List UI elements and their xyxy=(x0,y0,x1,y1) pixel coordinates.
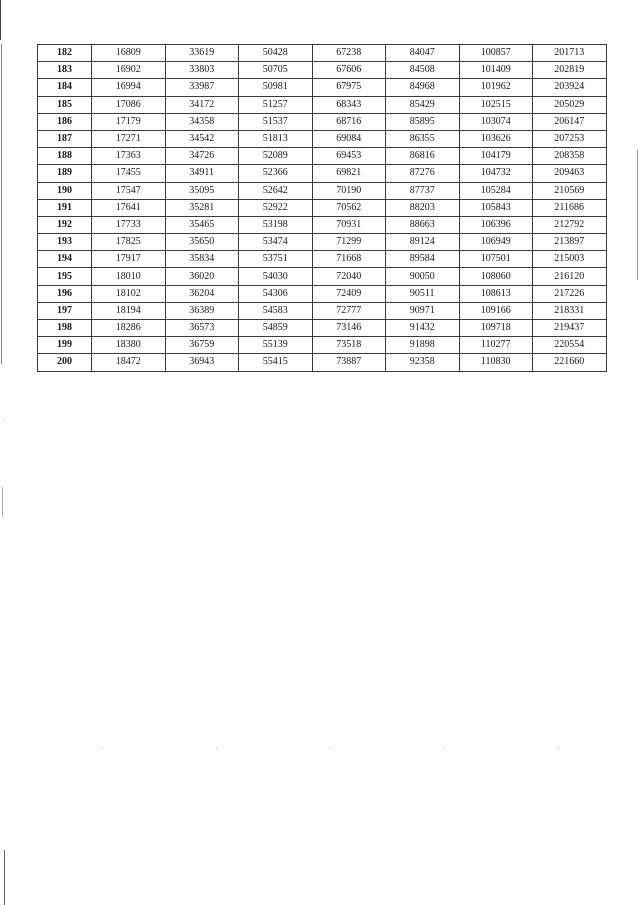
value-cell: 84508 xyxy=(386,62,460,79)
row-number-cell: 200 xyxy=(38,354,92,371)
value-cell: 18010 xyxy=(92,268,166,285)
value-cell: 107501 xyxy=(459,251,533,268)
value-cell: 84047 xyxy=(386,45,460,62)
value-cell: 67606 xyxy=(312,62,386,79)
scan-edge-mark-left-upper xyxy=(1,44,2,364)
value-cell: 209463 xyxy=(533,165,607,182)
value-cell: 106396 xyxy=(459,216,533,233)
value-cell: 90971 xyxy=(386,302,460,319)
value-cell: 50428 xyxy=(239,45,313,62)
row-number-cell: 198 xyxy=(38,320,92,337)
value-cell: 71668 xyxy=(312,251,386,268)
value-cell: 208358 xyxy=(533,148,607,165)
row-number-cell: 195 xyxy=(38,268,92,285)
scan-edge-mark-left-bottom xyxy=(4,850,5,905)
row-number-cell: 191 xyxy=(38,199,92,216)
value-cell: 104179 xyxy=(459,148,533,165)
value-cell: 35281 xyxy=(165,199,239,216)
value-cell: 52642 xyxy=(239,182,313,199)
value-cell: 18194 xyxy=(92,302,166,319)
value-cell: 90511 xyxy=(386,285,460,302)
value-cell: 91898 xyxy=(386,337,460,354)
value-cell: 87276 xyxy=(386,165,460,182)
value-cell: 33987 xyxy=(165,79,239,96)
value-cell: 110277 xyxy=(459,337,533,354)
row-number-cell: 187 xyxy=(38,130,92,147)
value-cell: 216120 xyxy=(533,268,607,285)
row-number-cell: 186 xyxy=(38,113,92,130)
row-number-cell: 182 xyxy=(38,45,92,62)
row-number-cell: 196 xyxy=(38,285,92,302)
value-cell: 211686 xyxy=(533,199,607,216)
value-cell: 73887 xyxy=(312,354,386,371)
value-cell: 34911 xyxy=(165,165,239,182)
value-cell: 18380 xyxy=(92,337,166,354)
value-cell: 36943 xyxy=(165,354,239,371)
value-cell: 109718 xyxy=(459,320,533,337)
table-row xyxy=(38,251,607,268)
value-cell: 17825 xyxy=(92,234,166,251)
value-cell: 17641 xyxy=(92,199,166,216)
value-cell: 16809 xyxy=(92,45,166,62)
value-cell: 72777 xyxy=(312,302,386,319)
value-cell: 17547 xyxy=(92,182,166,199)
value-cell: 219437 xyxy=(533,320,607,337)
table-row xyxy=(38,130,607,147)
value-cell: 53198 xyxy=(239,216,313,233)
value-cell: 17271 xyxy=(92,130,166,147)
value-cell: 217226 xyxy=(533,285,607,302)
value-cell: 69821 xyxy=(312,165,386,182)
value-cell: 36389 xyxy=(165,302,239,319)
value-cell: 106949 xyxy=(459,234,533,251)
value-cell: 36759 xyxy=(165,337,239,354)
value-cell: 213897 xyxy=(533,234,607,251)
value-cell: 51537 xyxy=(239,113,313,130)
row-number-cell: 184 xyxy=(38,79,92,96)
value-cell: 67238 xyxy=(312,45,386,62)
scan-speck xyxy=(101,748,102,749)
table-row xyxy=(38,354,607,371)
value-cell: 215003 xyxy=(533,251,607,268)
value-cell: 55139 xyxy=(239,337,313,354)
value-cell: 85429 xyxy=(386,96,460,113)
value-cell: 34542 xyxy=(165,130,239,147)
row-number-cell: 185 xyxy=(38,96,92,113)
row-number-cell: 193 xyxy=(38,234,92,251)
row-number-cell: 199 xyxy=(38,337,92,354)
value-cell: 201713 xyxy=(533,45,607,62)
value-cell: 35834 xyxy=(165,251,239,268)
value-cell: 17086 xyxy=(92,96,166,113)
value-cell: 92358 xyxy=(386,354,460,371)
value-cell: 69453 xyxy=(312,148,386,165)
value-cell: 35650 xyxy=(165,234,239,251)
value-cell: 70190 xyxy=(312,182,386,199)
scan-speck xyxy=(444,748,445,749)
table-row xyxy=(38,182,607,199)
scan-edge-mark-top-left xyxy=(0,0,1,40)
value-cell: 34358 xyxy=(165,113,239,130)
row-number-cell: 194 xyxy=(38,251,92,268)
value-cell: 17733 xyxy=(92,216,166,233)
value-cell: 18472 xyxy=(92,354,166,371)
value-cell: 220554 xyxy=(533,337,607,354)
value-cell: 86816 xyxy=(386,148,460,165)
value-cell: 34726 xyxy=(165,148,239,165)
value-cell: 52366 xyxy=(239,165,313,182)
value-cell: 206147 xyxy=(533,113,607,130)
value-cell: 91432 xyxy=(386,320,460,337)
scan-speck xyxy=(558,748,559,749)
table-row xyxy=(38,165,607,182)
value-cell: 53474 xyxy=(239,234,313,251)
row-number-cell: 190 xyxy=(38,182,92,199)
row-number-cell: 197 xyxy=(38,302,92,319)
value-cell: 50705 xyxy=(239,62,313,79)
value-cell: 87737 xyxy=(386,182,460,199)
table-row xyxy=(38,79,607,96)
value-cell: 17455 xyxy=(92,165,166,182)
value-cell: 17179 xyxy=(92,113,166,130)
value-cell: 108613 xyxy=(459,285,533,302)
value-cell: 104732 xyxy=(459,165,533,182)
value-cell: 54583 xyxy=(239,302,313,319)
value-cell: 205029 xyxy=(533,96,607,113)
scan-speck xyxy=(216,748,217,749)
value-cell: 52089 xyxy=(239,148,313,165)
value-cell: 73146 xyxy=(312,320,386,337)
value-cell: 18102 xyxy=(92,285,166,302)
value-cell: 84968 xyxy=(386,79,460,96)
value-cell: 218331 xyxy=(533,302,607,319)
value-cell: 71299 xyxy=(312,234,386,251)
value-cell: 69084 xyxy=(312,130,386,147)
row-number-cell: 192 xyxy=(38,216,92,233)
value-cell: 54859 xyxy=(239,320,313,337)
table-row xyxy=(38,113,607,130)
table-row xyxy=(38,148,607,165)
scan-edge-mark-left-mid xyxy=(2,487,3,517)
value-cell: 54306 xyxy=(239,285,313,302)
value-cell: 34172 xyxy=(165,96,239,113)
table-row xyxy=(38,285,607,302)
table-row xyxy=(38,199,607,216)
value-cell: 101962 xyxy=(459,79,533,96)
value-cell: 109166 xyxy=(459,302,533,319)
value-cell: 89124 xyxy=(386,234,460,251)
value-cell: 203924 xyxy=(533,79,607,96)
value-cell: 89584 xyxy=(386,251,460,268)
value-cell: 88203 xyxy=(386,199,460,216)
value-cell: 51813 xyxy=(239,130,313,147)
table-row xyxy=(38,45,607,62)
row-number-cell: 188 xyxy=(38,148,92,165)
value-cell: 51257 xyxy=(239,96,313,113)
value-cell: 54030 xyxy=(239,268,313,285)
value-cell: 90050 xyxy=(386,268,460,285)
value-cell: 33619 xyxy=(165,45,239,62)
value-cell: 68716 xyxy=(312,113,386,130)
value-cell: 85895 xyxy=(386,113,460,130)
table-row xyxy=(38,337,607,354)
value-cell: 101409 xyxy=(459,62,533,79)
value-cell: 55415 xyxy=(239,354,313,371)
value-cell: 73518 xyxy=(312,337,386,354)
value-cell: 36573 xyxy=(165,320,239,337)
table-row xyxy=(38,62,607,79)
table-row xyxy=(38,96,607,113)
value-cell: 110830 xyxy=(459,354,533,371)
value-cell: 108060 xyxy=(459,268,533,285)
value-cell: 72409 xyxy=(312,285,386,302)
value-cell: 16902 xyxy=(92,62,166,79)
value-cell: 88663 xyxy=(386,216,460,233)
value-cell: 16994 xyxy=(92,79,166,96)
value-cell: 53751 xyxy=(239,251,313,268)
table-row xyxy=(38,320,607,337)
table-row xyxy=(38,216,607,233)
value-cell: 35095 xyxy=(165,182,239,199)
value-cell: 86355 xyxy=(386,130,460,147)
scan-edge-mark-right xyxy=(637,150,638,280)
value-cell: 103074 xyxy=(459,113,533,130)
value-cell: 36204 xyxy=(165,285,239,302)
value-cell: 18286 xyxy=(92,320,166,337)
table-row xyxy=(38,234,607,251)
value-cell: 36020 xyxy=(165,268,239,285)
value-cell: 105843 xyxy=(459,199,533,216)
value-cell: 67975 xyxy=(312,79,386,96)
value-cell: 35465 xyxy=(165,216,239,233)
row-number-cell: 189 xyxy=(38,165,92,182)
value-cell: 102515 xyxy=(459,96,533,113)
value-cell: 105284 xyxy=(459,182,533,199)
value-cell: 207253 xyxy=(533,130,607,147)
table-row xyxy=(38,302,607,319)
value-cell: 68343 xyxy=(312,96,386,113)
value-cell: 103626 xyxy=(459,130,533,147)
table-row xyxy=(38,268,607,285)
scan-speck xyxy=(3,420,4,421)
table-body xyxy=(38,45,607,372)
scan-speck xyxy=(330,748,331,749)
value-cell: 70562 xyxy=(312,199,386,216)
row-number-cell: 183 xyxy=(38,62,92,79)
value-cell: 33803 xyxy=(165,62,239,79)
value-cell: 17363 xyxy=(92,148,166,165)
value-cell: 17917 xyxy=(92,251,166,268)
data-table xyxy=(37,44,607,372)
value-cell: 50981 xyxy=(239,79,313,96)
value-cell: 72040 xyxy=(312,268,386,285)
value-cell: 52922 xyxy=(239,199,313,216)
value-cell: 100857 xyxy=(459,45,533,62)
value-cell: 212792 xyxy=(533,216,607,233)
value-cell: 210569 xyxy=(533,182,607,199)
value-cell: 70931 xyxy=(312,216,386,233)
value-cell: 221660 xyxy=(533,354,607,371)
value-cell: 202819 xyxy=(533,62,607,79)
